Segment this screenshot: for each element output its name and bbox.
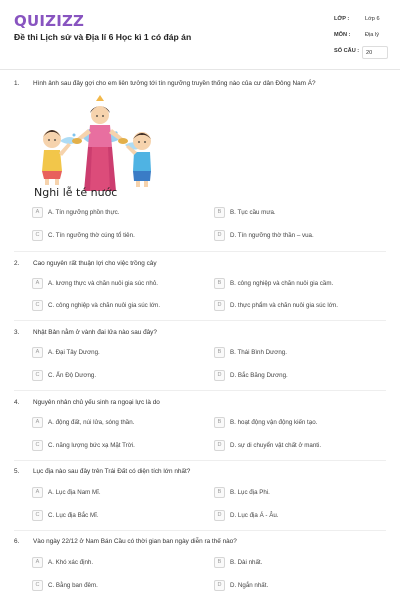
option-text: B. Dài nhất. <box>230 559 263 566</box>
meta-class-label: LỚP : <box>334 16 350 22</box>
option-text: B. hoạt động vận động kiến tạo. <box>230 419 318 426</box>
option-letter-box: B <box>214 487 225 498</box>
option-letter-box: B <box>214 207 225 218</box>
question-number: 2. <box>14 260 20 267</box>
worksheet-meta <box>334 14 390 62</box>
option-letter-box: C <box>32 370 43 381</box>
option-text: A. Tín ngưỡng phồn thực. <box>48 209 120 216</box>
question-divider <box>14 251 386 252</box>
meta-class-value: Lớp 6 <box>365 16 380 22</box>
meta-subject-value: Địa lý <box>365 32 379 38</box>
meta-subject <box>334 30 390 46</box>
illustration-caption: Nghi lễ té nước <box>34 186 118 199</box>
option-text: A. Khó xác định. <box>48 559 94 566</box>
option-text: D. sự di chuyển vật chất ở manti. <box>230 442 322 449</box>
meta-count-box <box>362 46 388 59</box>
question-divider <box>14 530 386 531</box>
option-letter-box: A <box>32 557 43 568</box>
question-text: Nhật Bản nằm ở vành đai lửa nào sau đây? <box>33 329 157 336</box>
question-number: 5. <box>14 468 20 475</box>
question-divider <box>14 320 386 321</box>
option-text: A. Lục địa Nam Mĩ. <box>48 489 101 496</box>
option-letter-box: B <box>214 417 225 428</box>
option-letter-box: C <box>32 510 43 521</box>
quizizz-logo[interactable]: QUIZIZZ <box>14 12 85 30</box>
question-number: 3. <box>14 329 20 336</box>
option-letter-box: B <box>214 557 225 568</box>
meta-count-label: SỐ CÂU : <box>334 48 360 54</box>
option-letter-box: C <box>32 230 43 241</box>
option-text: A. động đất, núi lửa, sóng thần. <box>48 419 135 426</box>
option-letter-box: B <box>214 278 225 289</box>
question-text: Cao nguyên rất thuận lợi cho việc trồng cây <box>33 260 157 267</box>
option-text: B. Lục địa Phi. <box>230 489 270 496</box>
meta-class <box>334 14 390 30</box>
option-letter-box: D <box>214 230 225 241</box>
option-text: C. năng lượng bức xạ Mặt Trời. <box>48 442 135 449</box>
option-text: C. công nghiệp và chăn nuôi gia súc lớn. <box>48 302 161 309</box>
option-letter-box: D <box>214 300 225 311</box>
question-number: 1. <box>14 80 20 87</box>
option-text: D. thực phẩm và chăn nuôi gia súc lớn. <box>230 302 338 309</box>
option-text: C. Lục địa Bắc Mĩ. <box>48 512 99 519</box>
option-letter-box: C <box>32 580 43 591</box>
option-text: D. Ngắn nhất. <box>230 582 269 589</box>
option-text: A. Đại Tây Dương. <box>48 349 100 356</box>
question-number: 4. <box>14 399 20 406</box>
option-letter-box: D <box>214 370 225 381</box>
meta-count-value: 20 <box>366 50 373 56</box>
option-letter-box: A <box>32 487 43 498</box>
option-letter-box: C <box>32 300 43 311</box>
option-text: A. lương thực và chăn nuôi gia súc nhỏ. <box>48 280 159 287</box>
option-letter-box: D <box>214 510 225 521</box>
option-text: D. Lục địa Á - Âu. <box>230 512 279 519</box>
option-text: C. Ấn Độ Dương. <box>48 372 97 379</box>
option-text: C. Bằng ban đêm. <box>48 582 98 589</box>
question-number: 6. <box>14 538 20 545</box>
question-text: Vào ngày 22/12 ở Nam Bán Cầu có thời gian ban ngày diễn ra thế nào? <box>33 538 237 545</box>
option-letter-box: D <box>214 440 225 451</box>
option-letter-box: A <box>32 278 43 289</box>
option-letter-box: A <box>32 417 43 428</box>
worksheet-header <box>0 0 400 70</box>
option-letter-box: A <box>32 207 43 218</box>
option-text: B. công nghiệp và chăn nuôi gia cầm. <box>230 280 334 287</box>
option-letter-box: B <box>214 347 225 358</box>
question-divider <box>14 390 386 391</box>
option-text: B. Tục cầu mưa. <box>230 209 276 216</box>
option-letter-box: D <box>214 580 225 591</box>
option-text: D. Bắc Băng Dương. <box>230 372 288 379</box>
option-letter-box: A <box>32 347 43 358</box>
meta-count <box>334 46 390 62</box>
question-text: Hình ảnh sau đây gợi cho em liên tưởng tới tín ngưỡng truyền thống nào của cư dân Đông Nam Á? <box>33 80 316 87</box>
option-text: D. Tín ngưỡng thờ thần – vua. <box>230 232 314 239</box>
worksheet-title: Đề thi Lịch sử và Địa lí 6 Học kì 1 có đáp án <box>14 32 192 42</box>
meta-subject-label: MÔN : <box>334 32 351 38</box>
question-divider <box>14 460 386 461</box>
option-letter-box: C <box>32 440 43 451</box>
question-text: Nguyên nhân chủ yếu sinh ra ngoại lực là do <box>33 399 160 406</box>
question-text: Lục địa nào sau đây trên Trái Đất có diện tích lớn nhất? <box>33 468 191 475</box>
option-text: C. Tín ngưỡng thờ cúng tổ tiên. <box>48 232 135 239</box>
option-text: B. Thái Bình Dương. <box>230 349 287 356</box>
